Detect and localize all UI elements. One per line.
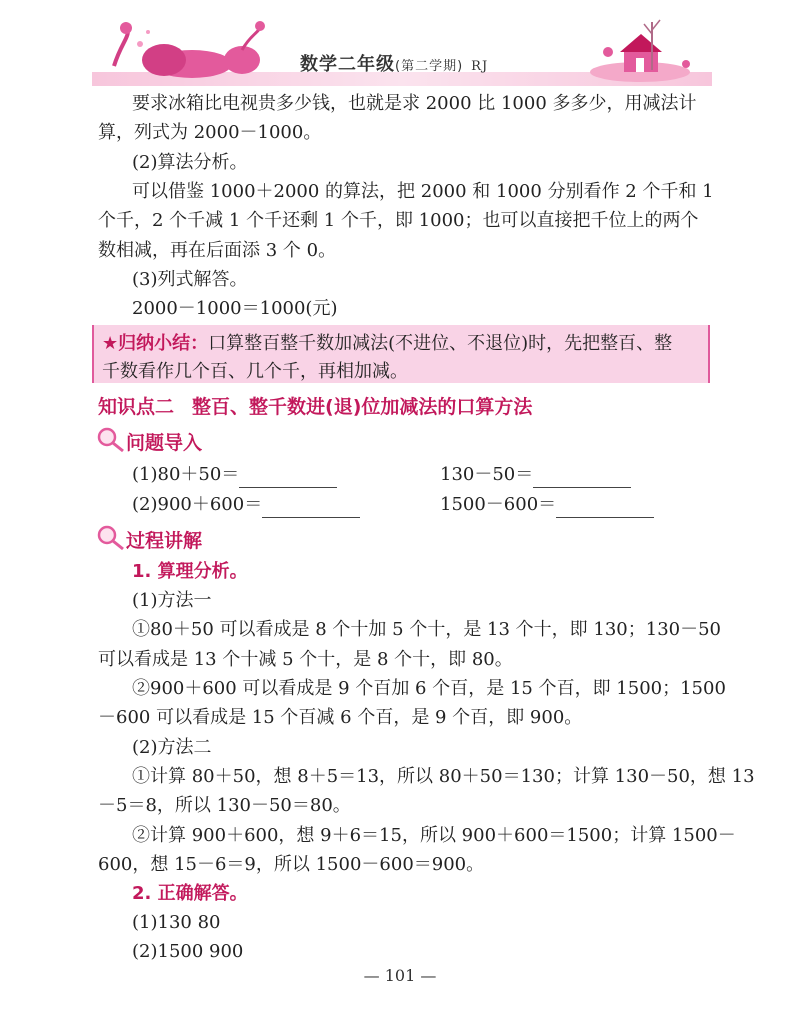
- paragraph-line: ②计算 900＋600，想 9＋6＝15，所以 900＋600＝1500；计算 1500－: [132, 825, 736, 846]
- answer-line: (1)130 80: [132, 912, 221, 933]
- question-1-left: (1)80＋50＝: [132, 462, 337, 488]
- section-heading-process: 过程讲解: [126, 530, 203, 552]
- paragraph-line: 600，想 15－6＝9，所以 1500－600＝900。: [98, 854, 485, 875]
- paragraph-line: －5＝8，所以 130－50＝80。: [98, 795, 351, 816]
- answer-blank[interactable]: [556, 497, 654, 518]
- summary-text: 口算整百整千数加减法(不进位、不退位)时，先把整百、整: [208, 333, 673, 354]
- answer-blank[interactable]: [262, 497, 360, 518]
- knowledge-point-text: 整百、整千数进(退)位加减法的口算方法: [192, 396, 533, 418]
- answer-line: (2)1500 900: [132, 941, 244, 962]
- answer-blank[interactable]: [239, 467, 337, 488]
- section-heading-intro: 问题导入: [126, 432, 203, 454]
- paragraph-line: 算，列式为 2000－1000。: [98, 122, 322, 143]
- formula-line: 2000－1000＝1000(元): [132, 298, 338, 319]
- question-2-left: (2)900＋600＝: [132, 492, 360, 518]
- summary-box: [92, 325, 710, 383]
- step-heading: 2. 正确解答。: [132, 883, 248, 904]
- method-label: (1)方法一: [132, 590, 212, 611]
- answer-blank[interactable]: [533, 467, 631, 488]
- paragraph-line: 要求冰箱比电视贵多少钱，也就是求 2000 比 1000 多多少，用减法计: [132, 93, 697, 114]
- paragraph-line: 可以借鉴 1000＋2000 的算法，把 2000 和 1000 分别看作 2 个千和 1: [132, 181, 714, 202]
- knowledge-point-title: [98, 392, 532, 419]
- paragraph-line: 个千，2 个千减 1 个千还剩 1 个千，即 1000；也可以直接把千位上的两个: [98, 210, 699, 231]
- page-header: [0, 0, 800, 88]
- book-semester: (第二学期): [395, 59, 464, 74]
- paragraph-line: 数相减，再在后面添 3 个 0。: [98, 240, 337, 261]
- step-label: (2)算法分析。: [132, 152, 248, 173]
- knowledge-point-label: 知识点二: [98, 396, 175, 418]
- step-label: (3)列式解答。: [132, 269, 248, 290]
- book-title-main: 数学二年级: [300, 54, 395, 75]
- book-title: [300, 50, 488, 76]
- magnifier-icon: [96, 524, 126, 552]
- flower-decoration-icon: [92, 20, 272, 80]
- paragraph-line: ①80＋50 可以看成是 8 个十加 5 个十，是 13 个十，即 130；130－50: [132, 619, 722, 640]
- paragraph-line: －600 可以看成是 15 个百减 6 个百，是 9 个百，即 900。: [98, 707, 583, 728]
- book-edition: RJ: [471, 59, 489, 74]
- step-heading: 1. 算理分析。: [132, 561, 248, 582]
- summary-line: [102, 329, 672, 355]
- question-2-right: 1500－600＝: [440, 492, 654, 518]
- house-tree-decoration-icon: [590, 14, 710, 84]
- summary-lead: ★归纳小结：: [102, 333, 209, 354]
- page-number: — 101 —: [363, 966, 437, 985]
- paragraph-line: 可以看成是 13 个十减 5 个十，是 8 个十，即 80。: [98, 649, 513, 670]
- method-label: (2)方法二: [132, 737, 212, 758]
- paragraph-line: ①计算 80＋50，想 8＋5＝13，所以 80＋50＝130；计算 130－50，想 13: [132, 766, 755, 787]
- paragraph-line: ②900＋600 可以看成是 9 个百加 6 个百，是 15 个百，即 1500；1500: [132, 678, 726, 699]
- magnifier-icon: [96, 426, 126, 454]
- question-1-right: 130－50＝: [440, 462, 631, 488]
- summary-line: 千数看作几个百、几个千，再相加减。: [102, 361, 408, 382]
